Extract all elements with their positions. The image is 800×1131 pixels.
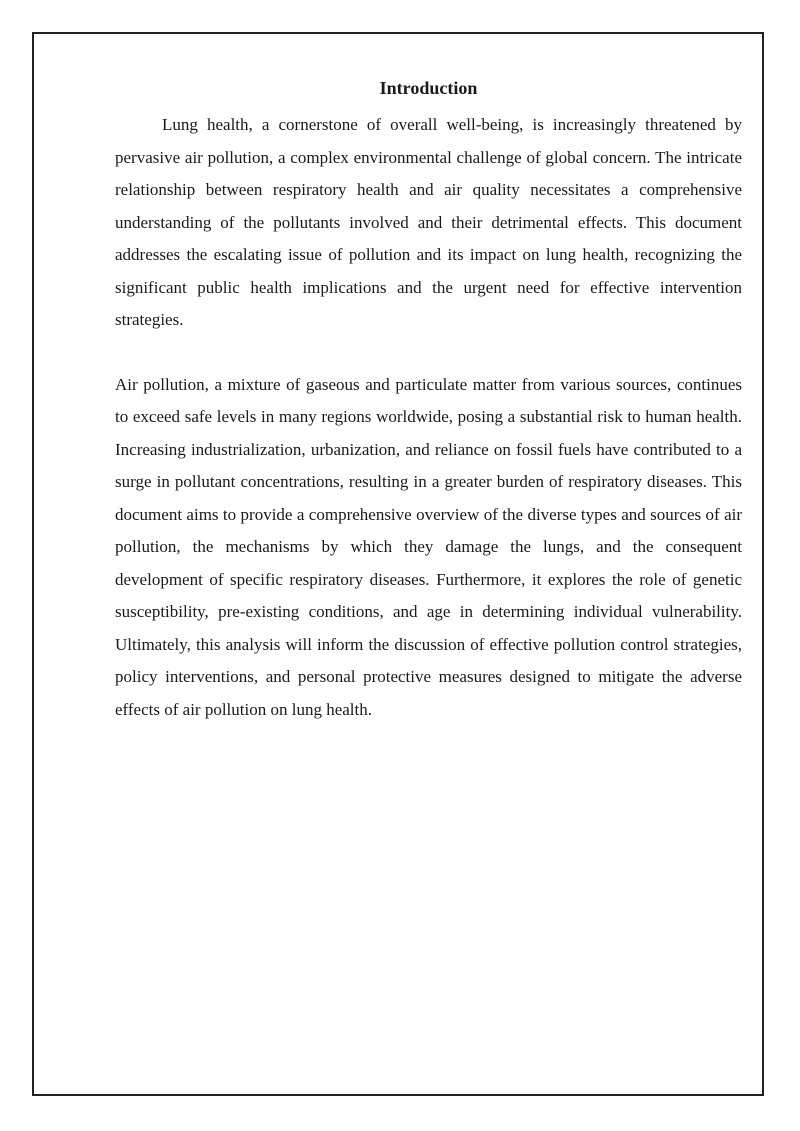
- paragraph-intro: Lung health, a cornerstone of overall well-being, is increasingly threatened by pervasive air pollution, a complex environmental challenge of global concern. The intricate relationship between respiratory health and air quality necessitates a comprehensive understanding of the pollutants involved and their detrimental effects. This document addresses the escalating issue of pollution and its impact on lung health, recognizing the significant public health implications and the urgent need for effective intervention strategies.: [115, 115, 742, 329]
- section-heading: Introduction: [379, 78, 478, 98]
- paragraph-gap: [115, 337, 742, 369]
- document-body: [115, 76, 742, 726]
- paragraph-air-pollution: Air pollution, a mixture of gaseous and particulate matter from various sources, continues to exceed safe levels in many regions worldwide, posing a substantial risk to human health. Increasing industrialization, urbanization, and reliance on fossil fuels have contributed to a surge in pollutant concentrations, resulting in a greater burden of respiratory diseases. This document aims to provide a comprehensive overview of the diverse types and sources of air pollution, the mechanisms by which they damage the lungs, and the consequent development of specific respiratory diseases. Furthermore, it explores the role of genetic susceptibility, pre-existing conditions, and age in determining individual vulnerability. Ultimately, this analysis will inform the discussion of effective pollution control strategies, policy interventions, and personal protective measures designed to mitigate the adverse effects of air pollution on lung health.: [115, 374, 742, 719]
